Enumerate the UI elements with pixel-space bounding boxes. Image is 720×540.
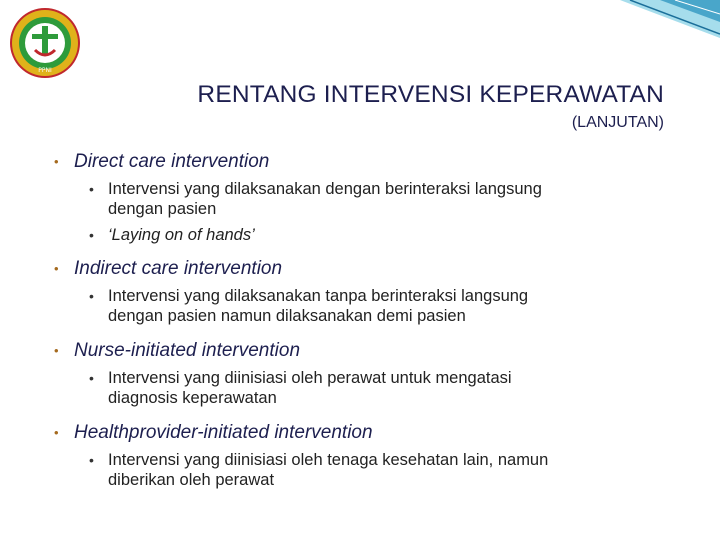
bullet-icon: • (54, 261, 59, 276)
bullet-icon: • (89, 288, 94, 304)
content-list (54, 150, 674, 490)
page-subtitle: (LANJUTAN) (571, 114, 664, 131)
section-direct-care (54, 150, 674, 245)
section-indirect-care (54, 257, 674, 326)
page-title: RENTANG INTERVENSI KEPERAWATAN (197, 81, 664, 108)
bullet-icon: • (89, 370, 94, 386)
section-heading: • Indirect care intervention (54, 258, 283, 279)
section-heading: • Direct care intervention (54, 151, 270, 172)
corner-decoration (600, 0, 720, 40)
list-item: • Intervensi yang diinisiasi oleh tenaga kesehatan lain, namun diberikan oleh perawat (89, 451, 549, 489)
section-nurse-initiated (54, 339, 674, 408)
section-healthprovider-initiated (54, 421, 674, 490)
list-item: • Intervensi yang dilaksanakan tanpa berinteraksi langsung dengan pasien namun dilaksanakan demi pasien (89, 287, 529, 325)
section-heading: • Healthprovider-initiated intervention (54, 422, 373, 443)
bullet-icon: • (89, 227, 94, 243)
list-item: • ‘Laying on of hands’ (89, 226, 255, 244)
bullet-icon: • (89, 452, 94, 468)
ppni-logo (8, 6, 82, 80)
svg-text:PPNI: PPNI (38, 67, 52, 74)
list-item: • Intervensi yang dilaksanakan dengan berinteraksi langsung dengan pasien (89, 180, 542, 218)
bullet-icon: • (89, 181, 94, 197)
bullet-icon: • (54, 154, 59, 169)
list-item: • Intervensi yang diinisiasi oleh perawat untuk mengatasi diagnosis keperawatan (89, 369, 512, 407)
bullet-icon: • (54, 343, 59, 358)
bullet-icon: • (54, 425, 59, 440)
section-heading: • Nurse-initiated intervention (54, 340, 301, 361)
